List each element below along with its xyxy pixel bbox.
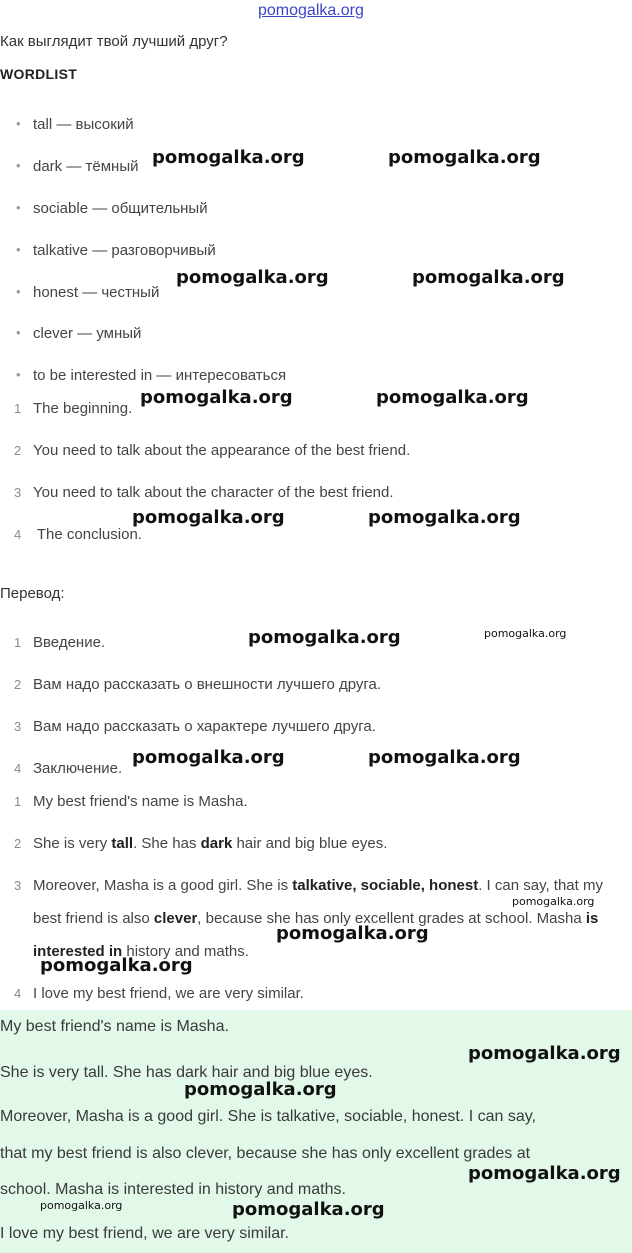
question-heading: Как выглядит твой лучший друг? bbox=[0, 33, 228, 50]
final-text-line: Moreover, Masha is a good girl. She is talkative, sociable, honest. I can say, bbox=[0, 1108, 536, 1125]
wordlist-item: • dark — тёмный bbox=[16, 158, 139, 175]
translation-item: 2 Вам надо рассказать о внешности лучшего друга. bbox=[14, 676, 382, 693]
final-text-line: school. Masha is interested in history and maths. bbox=[0, 1181, 346, 1198]
essay-paragraph: I love my best friend, we are very similar. bbox=[33, 985, 304, 1002]
watermark: pomogalka.org bbox=[152, 147, 305, 168]
watermark: pomogalka.org bbox=[40, 1199, 123, 1212]
watermark: pomogalka.org bbox=[368, 747, 521, 768]
plan-item: 4 The conclusion. bbox=[14, 526, 142, 543]
wordlist-item: • sociable — общительный bbox=[16, 200, 208, 217]
watermark: pomogalka.org bbox=[232, 1199, 385, 1220]
watermark: pomogalka.org bbox=[184, 1079, 337, 1100]
watermark: pomogalka.org bbox=[388, 147, 541, 168]
translation-label: Перевод: bbox=[0, 585, 65, 602]
watermark: pomogalka.org bbox=[368, 507, 521, 528]
bullet-icon: • bbox=[16, 325, 21, 340]
wordlist-title: WORDLIST bbox=[0, 66, 78, 82]
essay-number: 2 bbox=[14, 836, 22, 851]
watermark: pomogalka.org bbox=[248, 627, 401, 648]
watermark: pomogalka.org bbox=[468, 1043, 621, 1064]
watermark: pomogalka.org bbox=[412, 267, 565, 288]
bullet-icon: • bbox=[16, 367, 21, 382]
bullet-icon: • bbox=[16, 200, 21, 215]
site-link[interactable]: pomogalka.org bbox=[258, 2, 364, 19]
watermark: pomogalka.org bbox=[276, 923, 429, 944]
essay-paragraph: My best friend's name is Masha. bbox=[33, 793, 248, 810]
watermark: pomogalka.org bbox=[484, 627, 567, 640]
bullet-icon: • bbox=[16, 158, 21, 173]
watermark: pomogalka.org bbox=[132, 747, 285, 768]
watermark: pomogalka.org bbox=[376, 387, 529, 408]
bold-word: clever bbox=[153, 910, 198, 927]
bold-phrase: is interested in bbox=[33, 910, 599, 960]
bold-word: dark bbox=[200, 835, 233, 852]
final-text-line: She is very tall. She has dark hair and big blue eyes. bbox=[0, 1064, 373, 1081]
bullet-icon: • bbox=[16, 284, 21, 299]
watermark: pomogalka.org bbox=[40, 955, 193, 976]
essay-number: 3 bbox=[14, 878, 22, 893]
bold-word: tall bbox=[111, 835, 134, 852]
watermark: pomogalka.org bbox=[176, 267, 329, 288]
watermark: pomogalka.org bbox=[512, 895, 595, 908]
watermark: pomogalka.org bbox=[140, 387, 293, 408]
translation-item: 4 Заключение. bbox=[14, 760, 123, 777]
wordlist-item: • clever — умный bbox=[16, 325, 142, 342]
plan-item: 3 You need to talk about the character of the best friend. bbox=[14, 484, 394, 501]
essay-number: 1 bbox=[14, 794, 22, 809]
bullet-icon: • bbox=[16, 242, 21, 257]
translation-item: 3 Вам надо рассказать о характере лучшего друга. bbox=[14, 718, 376, 735]
wordlist-item: • talkative — разговорчивый bbox=[16, 242, 216, 259]
wordlist-item: • tall — высокий bbox=[16, 116, 134, 133]
essay-paragraph: She is very tall. She has dark hair and big blue eyes. bbox=[33, 835, 388, 852]
watermark: pomogalka.org bbox=[132, 507, 285, 528]
bullet-icon: • bbox=[16, 116, 21, 131]
essay-number: 4 bbox=[14, 986, 22, 1001]
essay-paragraph: Moreover, Masha is a good girl. She is talkative, sociable, honest. I can say, that my best friend is also clever, because she has only excellent grades at school. Masha is interested in history and maths. bbox=[33, 877, 603, 960]
final-text-line: that my best friend is also clever, because she has only excellent grades at bbox=[0, 1145, 531, 1162]
wordlist-item: • to be interested in — интересоваться bbox=[16, 367, 287, 384]
plan-item: 1 The beginning. bbox=[14, 400, 133, 417]
wordlist-item: • honest — честный bbox=[16, 284, 160, 301]
final-text-line: My best friend's name is Masha. bbox=[0, 1018, 229, 1035]
plan-item: 2 You need to talk about the appearance of the best friend. bbox=[14, 442, 411, 459]
final-text-line: I love my best friend, we are very similar. bbox=[0, 1225, 289, 1242]
bold-phrase: talkative, sociable, honest bbox=[292, 877, 479, 894]
watermark: pomogalka.org bbox=[468, 1163, 621, 1184]
translation-item: 1 Введение. bbox=[14, 634, 106, 651]
